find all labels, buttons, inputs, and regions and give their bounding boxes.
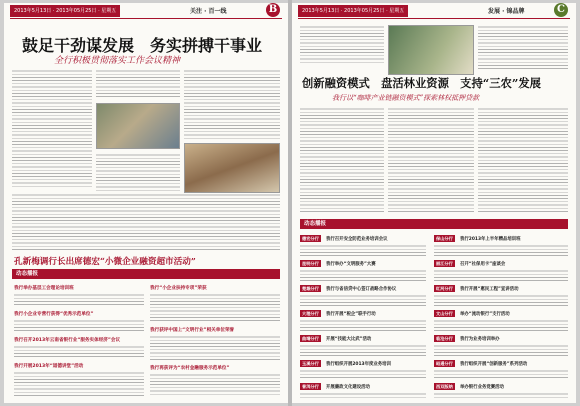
news-item-title[interactable]: 我行为业务培训举办 [460,337,500,342]
news-item-tag: 楚雄分行 [302,286,319,291]
news-section-header: 动态播报 [12,269,280,279]
news-item-body [434,269,568,281]
news-item-title[interactable]: 我行小企业专营行获得“优秀示范单位” [14,312,94,317]
article-column [12,193,280,251]
news-item-tag: 曲靖分行 [302,336,319,341]
page-subhead: 我行以“咖啡产业链融资模式”探索林权抵押贷款 [332,94,480,102]
news-item-title[interactable]: 召开“社保用卡”座谈会 [460,262,506,267]
article-column [12,69,92,189]
article-column [184,69,280,139]
news-item-tag: 昭通分行 [436,361,453,366]
article-photo [184,143,280,193]
news-item-title[interactable]: 我行组织开展“创新服务”系列活动 [460,362,528,367]
news-item-tag: 西双版纳 [436,384,453,389]
article-column [300,107,384,213]
issue-date: 2013年5月13日 · 2013年05月25日 · 星期五 [298,5,408,17]
news-item-tag: 玉溪分行 [302,361,319,366]
section-badge: C [554,3,568,17]
newspaper-page-b [4,3,288,403]
news-item-tag: 德宏分行 [302,236,319,241]
story-headline: 孔新梅调行长出席德宏“小微企业融资超市活动” [14,257,196,267]
news-item-body [300,319,426,331]
section-name: 关注 · 百一线 [190,8,227,15]
news-item-title[interactable]: 我行2013年上半年精品培训班 [460,237,521,242]
news-item-title[interactable]: 开展廉政文化建设活动 [326,385,370,390]
header-rule [10,18,282,19]
news-item-title[interactable]: 我行“小企业扶持专项”荣获 [150,286,207,291]
news-item-tag: 普洱分行 [302,384,319,389]
news-item-title[interactable]: 我行开展“税企”联手行动 [326,312,376,317]
news-item-tag: 文山分行 [436,311,453,316]
news-item-body [300,294,426,306]
news-item-body [300,392,426,400]
news-item-title[interactable]: 我行举办“文明服务”大赛 [326,262,376,267]
news-item-body [300,269,426,281]
news-item-body [434,294,568,306]
news-item-body [300,244,426,256]
news-item-body [434,244,568,256]
page-header [4,3,288,19]
news-item-body [150,293,280,323]
news-item-body [14,345,144,359]
article-column [478,107,568,213]
news-item-title[interactable]: 我行开展2013年“道德讲堂”活动 [14,364,84,369]
article-column [478,25,568,71]
news-item-body [434,392,568,400]
article-column [96,69,180,99]
news-item-tag: 红河分行 [436,286,453,291]
news-item-body [434,369,568,379]
news-item-body [14,371,144,397]
news-item-title[interactable]: 我行再获评为“农村金融服务示范单位” [150,366,230,371]
news-item-tag: 丽江分行 [436,261,453,266]
news-item-title[interactable]: 开展“技能大比武”活动 [326,337,372,342]
news-item-tag: 保山分行 [436,236,453,241]
news-item-title[interactable]: 我行举办基层工会理论培训班 [14,286,74,291]
page-header [292,3,576,19]
news-item-body [14,293,144,307]
article-photo [96,103,180,149]
news-item-body [14,319,144,333]
news-item-title[interactable]: 我行获评中国上“文明行业”相关单位荣誉 [150,328,235,333]
article-column [388,107,474,213]
article-photo [388,25,474,75]
news-item-tag: 临沧分行 [436,336,453,341]
page-headline: 鼓足干劲谋发展 务实拼搏干事业 [22,36,263,55]
news-item-body [300,369,426,379]
news-item-title[interactable]: 我行开展“惠民工程”宣讲活动 [460,287,519,292]
article-column [300,25,384,65]
news-item-tag: 昆明分行 [302,261,319,266]
news-item-title[interactable]: 举办银行业务竞赛活动 [460,385,504,390]
news-item-title[interactable]: 我行召开2013年云南省银行业“服务实体经济”会议 [14,338,121,343]
issue-date: 2013年5月13日 · 2013年05月25日 · 星期五 [10,5,120,17]
news-item-title[interactable]: 举办“流动银行”支行活动 [460,312,510,317]
page-headline: 创新融资模式 盘活林业资源 支持“三农”发展 [302,76,541,90]
section-badge: B [266,3,280,17]
newspaper-page-c [292,3,576,403]
news-item-title[interactable]: 我行召开安全防范业务培训会议 [326,237,388,242]
news-item-body [434,319,568,331]
header-rule [298,18,570,19]
news-item-body [150,373,280,397]
news-item-body [300,344,426,356]
news-section-header: 动态播报 [300,219,568,229]
news-item-tag: 大理分行 [302,311,319,316]
news-item-body [150,335,280,361]
news-item-title[interactable]: 我行与省信贷中心签订战略合作协议 [326,287,397,292]
news-item-title[interactable]: 我行组织开展2013年度业务培训 [326,362,391,367]
page-subhead: 全行积极贯彻落实工作会议精神 [54,56,181,66]
article-column [96,153,180,193]
section-name: 发展 · 锦品牌 [488,8,525,15]
news-item-body [434,344,568,356]
